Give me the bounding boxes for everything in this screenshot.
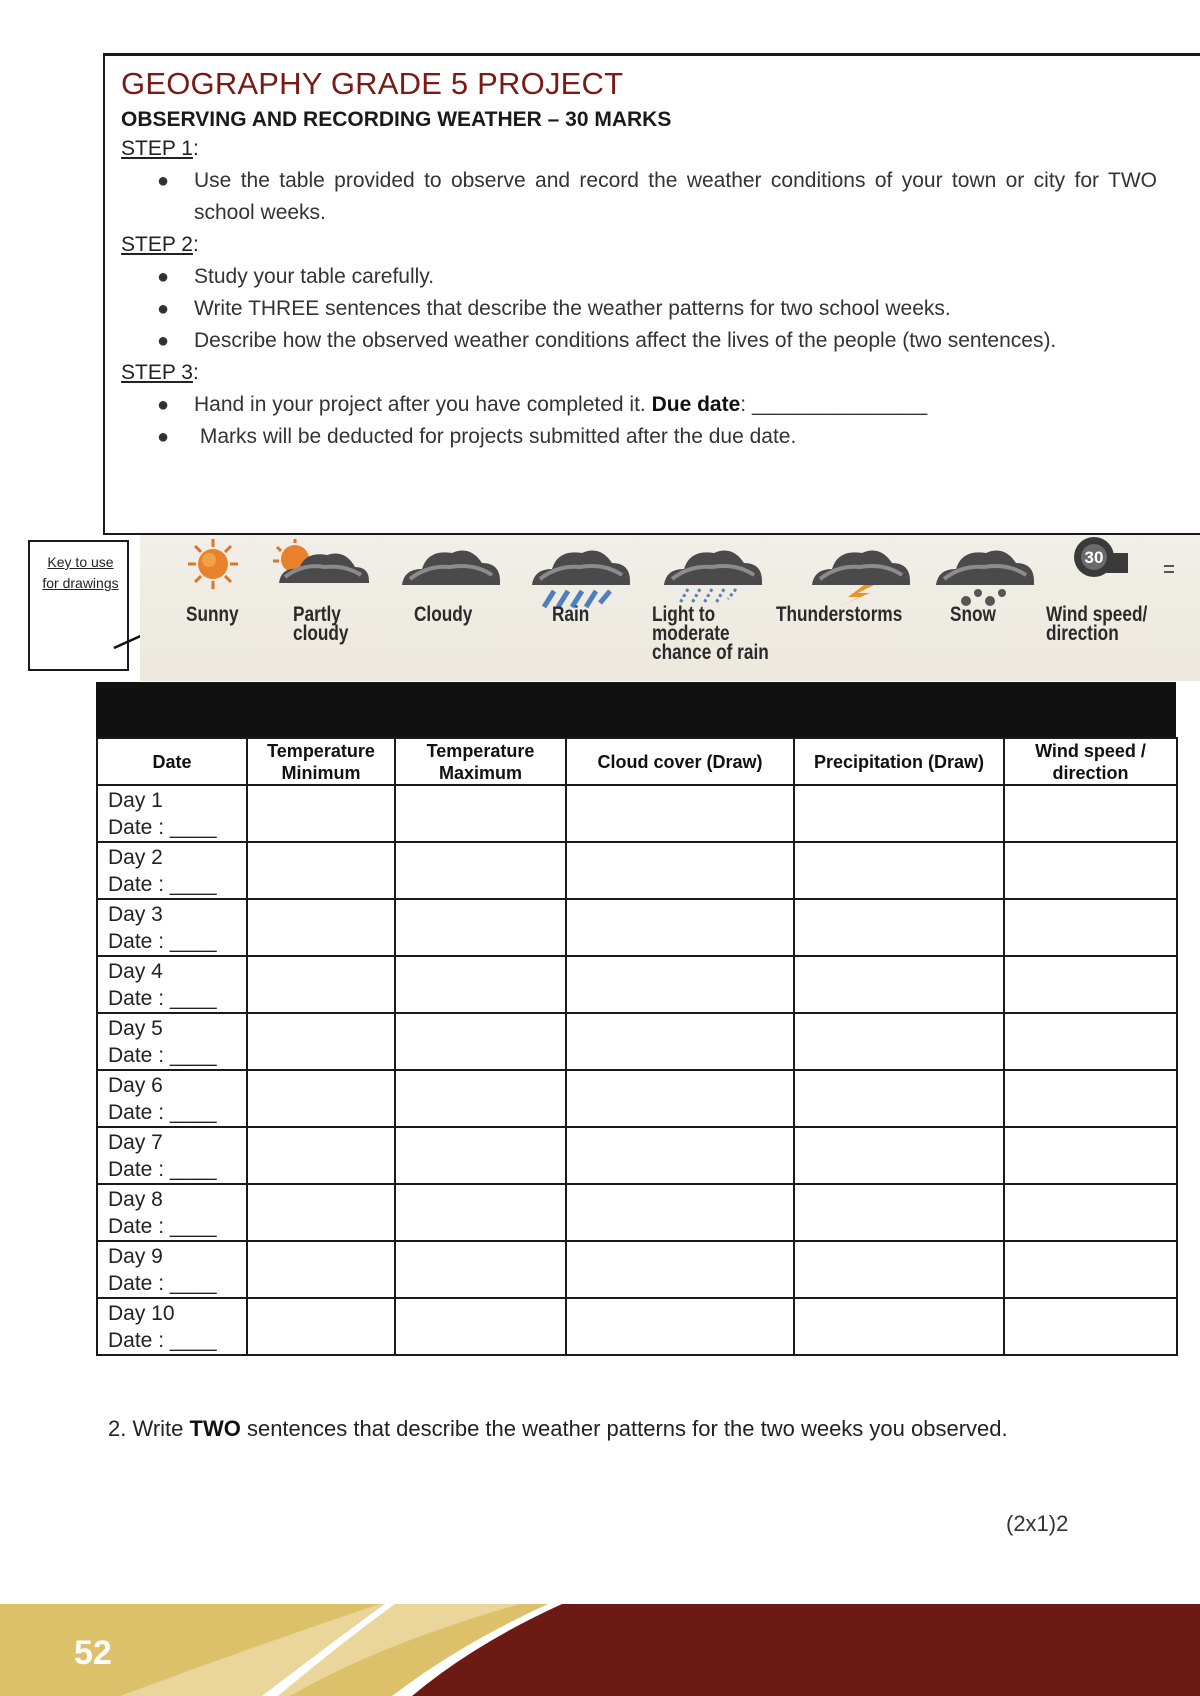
list-item: ● Describe how the observed weather conditions affect the lives of the people (two sentences). <box>157 329 1057 352</box>
decorative-mark <box>1164 565 1174 573</box>
entry-cell[interactable] <box>1004 1127 1177 1184</box>
entry-cell[interactable] <box>247 842 395 899</box>
table-row <box>97 1241 1177 1298</box>
table-row <box>97 899 1177 956</box>
key-label-light-rain: Light to moderate chance of rain <box>652 603 769 664</box>
day-cell <box>97 1070 247 1127</box>
header-temp-min: Temperature Minimum <box>247 738 395 785</box>
entry-cell[interactable] <box>1004 1184 1177 1241</box>
entry-cell[interactable] <box>566 1241 794 1298</box>
key-label-partly-cloudy: Partly cloudy <box>293 603 349 645</box>
rain-icon <box>528 541 634 611</box>
weather-key-strip <box>140 535 1200 681</box>
day-label: Day 10 <box>108 1302 175 1325</box>
entry-cell[interactable] <box>247 1013 395 1070</box>
list-item: ● Write THREE sentences that describe the weather patterns for two school weeks. <box>157 297 951 320</box>
day-cell <box>97 956 247 1013</box>
day-label: Day 5 <box>108 1017 163 1040</box>
page-title: GEOGRAPHY GRADE 5 PROJECT <box>121 66 624 101</box>
key-label-rain: Rain <box>552 603 590 626</box>
key-label-cloudy: Cloudy <box>414 603 473 626</box>
table-top-bar <box>96 682 1176 737</box>
entry-cell[interactable] <box>1004 1070 1177 1127</box>
day-label: Day 9 <box>108 1245 163 1268</box>
entry-cell[interactable] <box>395 1184 566 1241</box>
entry-cell[interactable] <box>566 785 794 842</box>
entry-cell[interactable] <box>395 1070 566 1127</box>
list-item: ● Marks will be deducted for projects submitted after the due date. <box>157 425 797 448</box>
arrow-icon <box>28 540 129 671</box>
entry-cell[interactable] <box>1004 1241 1177 1298</box>
entry-cell[interactable] <box>1004 785 1177 842</box>
entry-cell[interactable] <box>247 956 395 1013</box>
thunderstorm-icon <box>808 541 914 607</box>
entry-cell[interactable] <box>395 956 566 1013</box>
wind-badge: 30 <box>1084 548 1104 567</box>
entry-cell[interactable] <box>1004 1298 1177 1355</box>
footer-banner <box>0 1604 1200 1696</box>
table-row <box>97 785 1177 842</box>
table-row <box>97 1070 1177 1127</box>
date-blank: Date : ____ <box>108 1101 217 1124</box>
table-row <box>97 956 1177 1013</box>
day-label: Day 1 <box>108 789 163 812</box>
wind-icon <box>1066 535 1136 585</box>
key-label-wind: Wind speed/ direction <box>1046 603 1148 645</box>
due-date-blank: : _______________ <box>740 393 928 416</box>
entry-cell[interactable] <box>395 842 566 899</box>
header-temp-max: Temperature Maximum <box>395 738 566 785</box>
table-row <box>97 1127 1177 1184</box>
step-3-list <box>157 389 1186 453</box>
page-subtitle: OBSERVING AND RECORDING WEATHER – 30 MARKS <box>121 108 672 131</box>
entry-cell[interactable] <box>395 1127 566 1184</box>
entry-cell[interactable] <box>566 956 794 1013</box>
day-cell <box>97 1241 247 1298</box>
list-item: ● Hand in your project after you have completed it. Due date: _______________ <box>157 393 928 416</box>
date-blank: Date : ____ <box>108 1044 217 1067</box>
entry-cell[interactable] <box>247 1241 395 1298</box>
key-label-sunny: Sunny <box>186 603 239 626</box>
step-2-list <box>157 261 1186 357</box>
table-row <box>97 1013 1177 1070</box>
snow-icon <box>932 541 1038 607</box>
date-blank: Date : ____ <box>108 1272 217 1295</box>
sun-icon <box>178 537 248 591</box>
page-number: 52 <box>74 1634 112 1672</box>
entry-cell[interactable] <box>566 1298 794 1355</box>
table-row <box>97 842 1177 899</box>
light-rain-icon <box>660 541 766 607</box>
day-label: Day 6 <box>108 1074 163 1097</box>
entry-cell[interactable] <box>566 899 794 956</box>
entry-cell[interactable] <box>1004 842 1177 899</box>
entry-cell[interactable] <box>1004 1013 1177 1070</box>
entry-cell[interactable] <box>794 1298 1004 1355</box>
step-1-list <box>157 165 1186 229</box>
day-cell <box>97 1127 247 1184</box>
entry-cell[interactable] <box>794 1070 1004 1127</box>
entry-cell[interactable] <box>794 956 1004 1013</box>
entry-cell[interactable] <box>395 785 566 842</box>
entry-cell[interactable] <box>395 1013 566 1070</box>
header-wind: Wind speed / direction <box>1004 738 1177 785</box>
day-label: Day 3 <box>108 903 163 926</box>
entry-cell[interactable] <box>247 899 395 956</box>
entry-cell[interactable] <box>247 785 395 842</box>
step-1-heading: STEP 1: <box>121 137 199 160</box>
weather-record-table <box>96 737 1178 1356</box>
date-blank: Date : ____ <box>108 1158 217 1181</box>
step-2-heading: STEP 2: <box>121 233 199 256</box>
date-blank: Date : ____ <box>108 816 217 839</box>
header-precipitation: Precipitation (Draw) <box>794 738 1004 785</box>
date-blank: Date : ____ <box>108 873 217 896</box>
question-2: 2. Write TWO sentences that describe the weather patterns for the two weeks you observed. <box>108 1416 1008 1441</box>
day-label: Day 7 <box>108 1131 163 1154</box>
entry-cell[interactable] <box>1004 956 1177 1013</box>
partly-cloudy-icon <box>265 537 375 589</box>
date-blank: Date : ____ <box>108 930 217 953</box>
header-cloud-cover: Cloud cover (Draw) <box>566 738 794 785</box>
entry-cell[interactable] <box>794 899 1004 956</box>
entry-cell[interactable] <box>395 899 566 956</box>
instructions-box <box>103 53 1200 535</box>
list-item: ● Use the table provided to observe and record the weather conditions of your town or city for TWO school weeks. <box>157 169 1157 224</box>
key-box <box>28 540 129 671</box>
day-label: Day 4 <box>108 960 163 983</box>
entry-cell[interactable] <box>566 1127 794 1184</box>
entry-cell[interactable] <box>247 1127 395 1184</box>
key-box-label: Key to use for drawings <box>42 554 119 591</box>
table-row <box>97 1184 1177 1241</box>
date-blank: Date : ____ <box>108 1215 217 1238</box>
entry-cell[interactable] <box>566 1184 794 1241</box>
entry-cell[interactable] <box>794 1241 1004 1298</box>
list-item: ● Study your table carefully. <box>157 265 435 288</box>
entry-cell[interactable] <box>794 1127 1004 1184</box>
date-blank: Date : ____ <box>108 1329 217 1352</box>
date-blank: Date : ____ <box>108 987 217 1010</box>
entry-cell[interactable] <box>794 1013 1004 1070</box>
day-cell <box>97 785 247 842</box>
day-cell <box>97 1184 247 1241</box>
due-date-label: Due date <box>651 393 741 416</box>
entry-cell[interactable] <box>794 842 1004 899</box>
table-row <box>97 1298 1177 1355</box>
entry-cell[interactable] <box>566 1013 794 1070</box>
day-cell <box>97 899 247 956</box>
entry-cell[interactable] <box>1004 899 1177 956</box>
key-label-snow: Snow <box>950 603 996 626</box>
header-date: Date <box>97 738 247 785</box>
entry-cell[interactable] <box>566 842 794 899</box>
step-3-heading: STEP 3: <box>121 361 199 384</box>
cloud-icon <box>398 541 504 589</box>
entry-cell[interactable] <box>247 1184 395 1241</box>
day-cell <box>97 1013 247 1070</box>
day-label: Day 2 <box>108 846 163 869</box>
day-cell <box>97 842 247 899</box>
entry-cell[interactable] <box>566 1070 794 1127</box>
table-header-row <box>97 738 1177 785</box>
entry-cell[interactable] <box>794 1184 1004 1241</box>
entry-cell[interactable] <box>395 1241 566 1298</box>
entry-cell[interactable] <box>794 785 1004 842</box>
entry-cell[interactable] <box>247 1070 395 1127</box>
entry-cell[interactable] <box>247 1298 395 1355</box>
question-marks: (2x1)2 <box>1006 1511 1069 1536</box>
key-label-thunderstorms: Thunderstorms <box>776 603 903 626</box>
day-label: Day 8 <box>108 1188 163 1211</box>
entry-cell[interactable] <box>395 1298 566 1355</box>
day-cell <box>97 1298 247 1355</box>
